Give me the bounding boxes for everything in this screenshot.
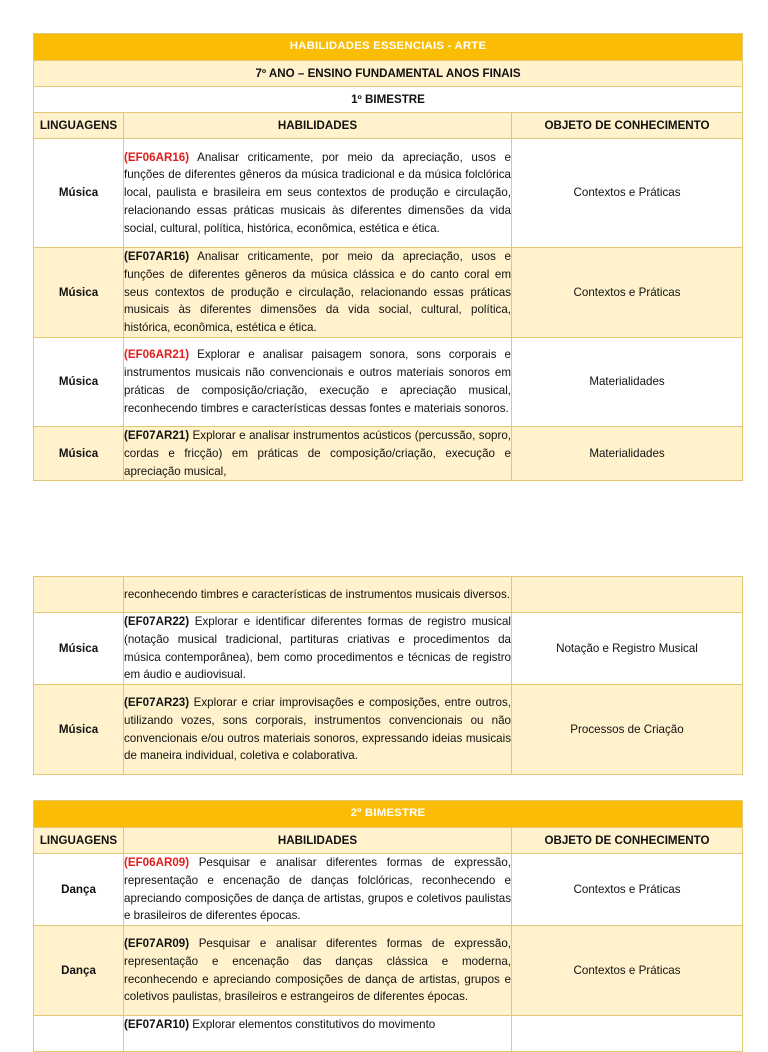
skill-code: (EF06AR16): [124, 150, 190, 164]
skill-cell: [124, 1016, 512, 1052]
skills-table-term2: [33, 800, 743, 1052]
language-cell: Música: [34, 139, 124, 248]
skill-text: Pesquisar e analisar diferentes formas de expressão, representação e encenação das danças clássica e moderna, reconhecendo e apreciando composições de dança de artistas, grupos e coletivos paulistas, brasileiros e estrangeiros de diferentes épocas.: [124, 937, 511, 1004]
skill-text: Pesquisar e analisar diferentes formas de expressão, representação e encenação de danças folclóricas, reconhecendo e apreciando composições de dança de artistas, grupos e coletivos paulistas e brasileiros de diferentes épocas.: [124, 856, 511, 923]
language-cell: [34, 577, 124, 613]
skill-code: (EF07AR09): [124, 937, 190, 951]
skill-code: (EF07AR16): [124, 250, 190, 263]
language-cell: Dança: [34, 854, 124, 926]
skill-code: (EF07AR10): [124, 1018, 190, 1032]
language-cell: Música: [34, 337, 124, 426]
object-cell: Processos de Criação: [512, 685, 743, 775]
grade-heading: 7º ANO – ENSINO FUNDAMENTAL ANOS FINAIS: [34, 61, 743, 87]
skill-text: Analisar criticamente, por meio da apreciação, usos e funções de diferentes gêneros da música tradicional e da música folclórica local, paulista e brasileira em seus contextos de produção e circulação, relacionando essas práticas musicais às diferentes dimensões da vida social, cultural, política, histórica, econômica, estética e ética.: [124, 150, 511, 235]
skill-text: Explorar e identificar diferentes formas de registro musical (notação musical tradicional, partituras criativas e procedimentos da música contemporânea), bem como procedimentos e técnicas de registro em áudio e audiovisual.: [124, 615, 511, 682]
document-title: HABILIDADES ESSENCIAIS - ARTE: [34, 34, 743, 61]
skill-text: Explorar e analisar paisagem sonora, sons corporais e instrumentos musicais não convencionais e outros materiais sonoros em práticas de composição/criação, execução e apreciação musical, reconhecendo timbres e características dessas fontes e materiais sonoros.: [124, 348, 511, 415]
object-cell: Contextos e Práticas: [512, 139, 743, 248]
table-row: [34, 926, 743, 1016]
language-cell: Dança: [34, 926, 124, 1016]
language-cell: Música: [34, 685, 124, 775]
skill-cell: [124, 926, 512, 1016]
skills-table-term1: [33, 33, 743, 481]
table-row: [34, 248, 743, 338]
language-cell: Música: [34, 426, 124, 480]
term-heading-1: 1º BIMESTRE: [34, 87, 743, 113]
object-cell: Materialidades: [512, 337, 743, 426]
object-cell: [512, 1016, 743, 1052]
skill-cell: [124, 854, 512, 926]
skill-code: (EF06AR21): [124, 348, 190, 362]
table-row: [34, 337, 743, 426]
skill-code: (EF07AR22): [124, 615, 190, 628]
table-row: [34, 577, 743, 613]
table-row: [34, 139, 743, 248]
object-cell: Notação e Registro Musical: [512, 613, 743, 685]
column-header-skills: HABILIDADES: [124, 113, 512, 139]
skill-text: Analisar criticamente, por meio da apreciação, usos e funções de diferentes gêneros da música clássica e do canto coral em seus contextos de produção e circulação, relacionando essas práticas musicais às diferentes dimensões da vida social, cultural, política, histórica, econômica, estética e ética.: [124, 250, 511, 335]
table-row: [34, 1016, 743, 1052]
column-header-object: OBJETO DE CONHECIMENTO: [512, 113, 743, 139]
object-cell: Contextos e Práticas: [512, 248, 743, 338]
language-cell: Música: [34, 248, 124, 338]
object-cell: Contextos e Práticas: [512, 854, 743, 926]
skill-text: Explorar e analisar instrumentos acústicos (percussão, sopro, cordas e fricção) em práticas de composição/criação, execução e apreciação musical,: [124, 428, 511, 478]
object-cell: [512, 577, 743, 613]
term-heading-2: 2º BIMESTRE: [34, 801, 743, 828]
skill-cell: [124, 248, 512, 338]
language-cell: Música: [34, 613, 124, 685]
skill-cell: [124, 426, 512, 480]
skill-cell: [124, 337, 512, 426]
skills-table-term1-continued: [33, 576, 743, 775]
skill-cell: [124, 613, 512, 685]
object-cell: Contextos e Práticas: [512, 926, 743, 1016]
skill-cell: [124, 139, 512, 248]
skill-cell: reconhecendo timbres e características de instrumentos musicais diversos.: [124, 577, 512, 613]
table-row: [34, 613, 743, 685]
column-header-languages: LINGUAGENS: [34, 828, 124, 854]
object-cell: Materialidades: [512, 426, 743, 480]
table-row: [34, 854, 743, 926]
skill-text: Explorar elementos constitutivos do movimento: [189, 1018, 436, 1032]
skill-text: Explorar e criar improvisações e composições, entre outros, utilizando vozes, sons corporais, instrumentos convencionais ou não convencionais e/ou outros materiais sonoros, expressando ideias musicais de maneira individual, coletiva e colaborativa.: [124, 696, 511, 763]
column-header-languages: LINGUAGENS: [34, 113, 124, 139]
table-row: [34, 685, 743, 775]
column-header-skills: HABILIDADES: [124, 828, 512, 854]
skill-cell: [124, 685, 512, 775]
language-cell: [34, 1016, 124, 1052]
skill-code: (EF06AR09): [124, 856, 190, 869]
skill-code: (EF07AR21): [124, 428, 190, 442]
table-row: [34, 426, 743, 480]
column-header-object: OBJETO DE CONHECIMENTO: [512, 828, 743, 854]
skill-code: (EF07AR23): [124, 696, 190, 710]
